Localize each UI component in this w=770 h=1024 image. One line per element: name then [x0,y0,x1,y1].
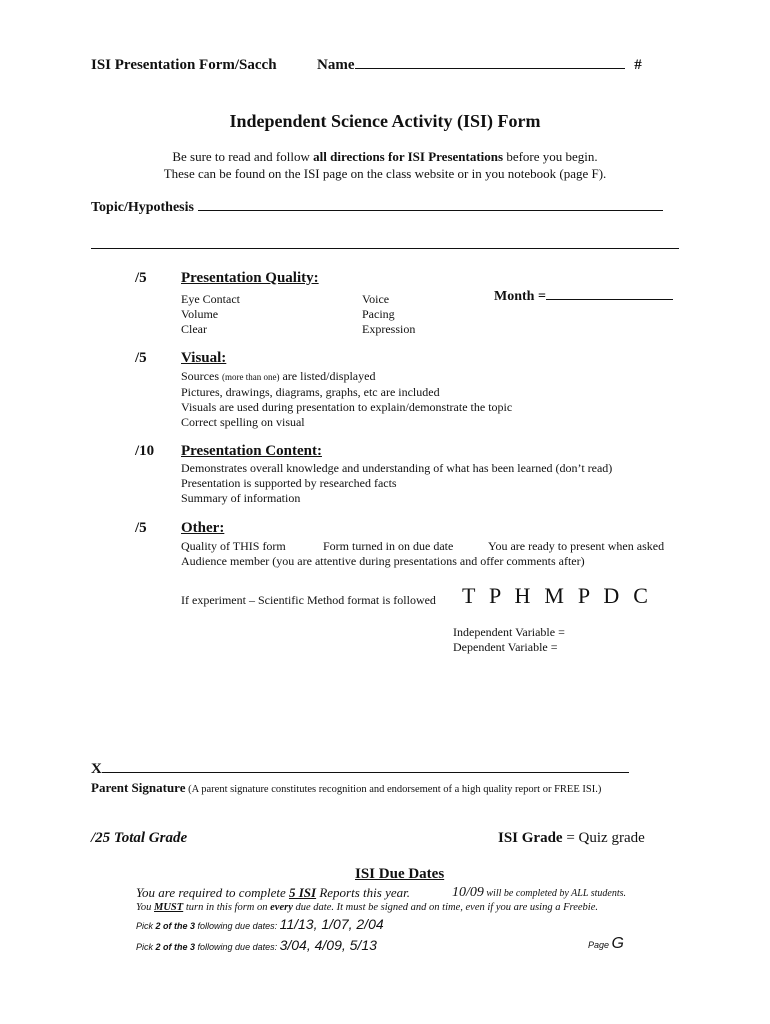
page-title: Independent Science Activity (ISI) Form [229,111,541,131]
quality-item: Voice [362,292,390,306]
other-item: Audience member (you are attentive during presentations and offer comments after) [181,554,585,568]
first-date: 10/09 [452,885,484,900]
page-letter: G [611,935,624,952]
visual-item: Visuals are used during presentation to explain/demonstrate the topic [181,400,513,414]
intro-line-1 [0,149,770,165]
visual-item: Pictures, drawings, diagrams, graphs, etc are included [181,385,440,399]
isi-grade-value: = Quiz grade [562,830,645,846]
isi-grade [498,830,645,847]
pick-text-post: following due dates: [195,921,280,931]
must-bold: MUST [154,902,184,913]
must-text-mid: turn in this form on [183,902,271,913]
other-points: /5 [135,520,147,536]
topic-row [91,200,663,216]
isi-grade-label: ISI Grade [498,830,563,846]
due-date-set-2: 3/04, 4/09, 5/13 [279,937,377,953]
visual-list [181,369,512,430]
req-text: You are required to complete [136,885,289,900]
quality-points: /5 [135,270,147,286]
signature-row [91,761,629,778]
pick-text: Pick [136,921,156,931]
requirement-line [136,885,410,901]
content-points: /10 [135,443,155,459]
number-label: # [634,57,642,73]
content-title: Presentation Content: [181,443,322,459]
other-title: Other: [181,520,225,536]
quality-item: Eye Contact [181,292,240,306]
month-row [494,289,673,305]
name-line[interactable] [355,68,625,69]
content-item: Summary of information [181,491,301,505]
dependent-variable: Dependent Variable = [453,640,558,654]
signature-x: X [91,761,102,777]
form-name: ISI Presentation Form/Sacch [91,57,277,73]
other-item: Form turned in on due date [323,539,454,553]
other-item: Quality of THIS form [181,539,286,553]
visual-item [181,369,512,385]
quality-item: Volume [181,307,219,321]
due-date-set-1: 11/13, 1/07, 2/04 [279,916,384,932]
req-text-post: Reports this year. [316,885,410,900]
visual-points: /5 [135,350,147,366]
topic-line[interactable] [198,210,663,211]
signature-caption [91,779,601,797]
experiment-label: If experiment – Scientific Method format is followed [181,593,436,607]
visual-item: Correct spelling on visual [181,415,305,429]
name-field-row [317,57,642,74]
visual-title: Visual: [181,350,227,366]
signature-note: (A parent signature constitutes recognition and endorsement of a high quality report or FREE ISI.) [185,784,602,795]
pick-line-2 [136,937,377,955]
quality-item: Pacing [362,307,395,321]
due-dates-title: ISI Due Dates [355,866,445,882]
quality-col-2 [362,292,415,337]
topic-label: Topic/Hypothesis [91,200,194,215]
content-item: Demonstrates overall knowledge and understanding of what has been learned (don’t read) [181,461,613,475]
month-line[interactable] [546,299,673,300]
quality-item: Clear [181,322,207,336]
must-line [136,902,598,913]
first-date-note: will be completed by ALL students. [483,888,627,899]
intro-text: Be sure to read and follow [172,149,314,164]
total-grade: /25 Total Grade [91,830,188,846]
quality-item: Expression [362,322,416,336]
content-item: Presentation is supported by researched facts [181,476,397,490]
visual-small-text: (more than one) [222,372,280,382]
signature-line[interactable] [102,772,629,773]
other-item: You are ready to present when asked [488,539,665,553]
pick-count: 2 of the 3 [155,921,196,931]
must-text-post: due date. It must be signed and on time, even if you are using a Freebie. [292,902,598,913]
intro-line-2: These can be found on the ISI page on the class website or in you notebook (page F). [163,166,607,181]
must-text: You [136,902,155,913]
independent-variable: Independent Variable = [453,625,565,639]
pick-line-1 [136,916,384,934]
visual-text: Sources [181,369,222,383]
month-label: Month = [494,289,546,304]
intro-text-post: before you begin. [503,149,598,164]
first-date-line [452,883,626,901]
pick-text: Pick [136,942,156,952]
scientific-method-letters: T P H M P D C [462,583,649,608]
content-list [181,461,612,506]
signature-label: Parent Signature [91,780,186,795]
pick-text-post: following due dates: [195,942,280,952]
req-count: 5 ISI [288,885,317,900]
page-label: Page [588,940,612,950]
quality-col-1 [181,292,240,337]
quality-title: Presentation Quality: [181,270,319,286]
visual-text-post: are listed/displayed [279,369,376,383]
page-number [588,935,624,953]
pick-count: 2 of the 3 [155,942,196,952]
topic-line-2[interactable] [91,248,679,249]
name-label: Name [317,57,355,73]
must-every: every [270,902,293,913]
intro-bold: all directions for ISI Presentations [313,149,504,164]
